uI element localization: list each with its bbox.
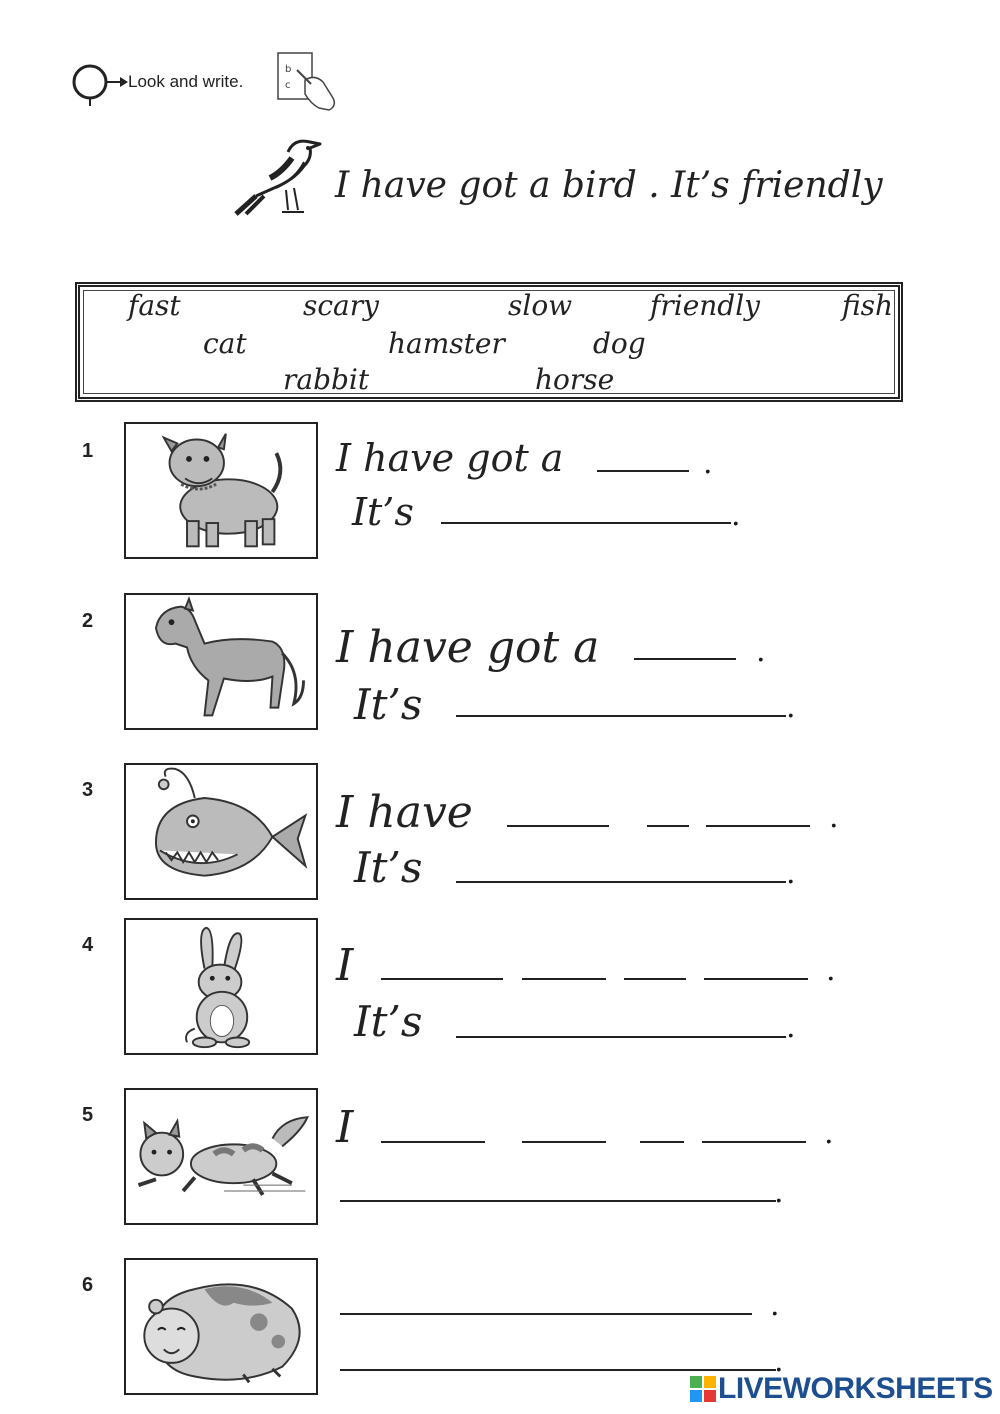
sentence-start: I have (336, 787, 473, 838)
full-stop: . (786, 690, 796, 725)
word-bank (75, 282, 903, 402)
instruction-header (70, 50, 350, 110)
answer-blank[interactable] (441, 522, 731, 524)
answer-blank[interactable] (647, 825, 689, 827)
svg-text:c: c (285, 80, 291, 91)
item-picture (124, 593, 318, 730)
item-number: 3 (82, 779, 94, 801)
answer-blank[interactable] (340, 1313, 752, 1315)
sentence-line-2: It’s (354, 843, 423, 892)
full-stop: . (774, 1175, 784, 1210)
answer-blank[interactable] (640, 1141, 684, 1143)
cat-icon (126, 1090, 316, 1223)
horse-icon (126, 595, 316, 728)
item-picture (124, 763, 318, 900)
full-stop: . (756, 634, 766, 669)
word-bank-word: hamster (388, 327, 505, 360)
answer-blank[interactable] (507, 825, 609, 827)
full-stop: . (826, 953, 836, 988)
full-stop: . (786, 1010, 796, 1045)
svg-text:b: b (285, 64, 292, 75)
bird-icon (230, 128, 330, 220)
word-bank-word: rabbit (283, 363, 370, 396)
dog-icon (126, 424, 316, 557)
answer-blank[interactable] (340, 1200, 776, 1202)
example-sentence: I have got a bird . It’s friendly (335, 165, 883, 206)
sentence-line-1 (336, 787, 473, 838)
answer-blank[interactable] (381, 1141, 485, 1143)
answer-blank[interactable] (634, 658, 736, 660)
full-stop: . (770, 1288, 780, 1323)
item-number: 4 (82, 934, 94, 956)
sentence-line-1 (336, 940, 353, 991)
watermark-text: LIVEWORKSHEETS (718, 1372, 993, 1405)
sentence-line-1 (336, 436, 563, 480)
answer-blank[interactable] (704, 978, 808, 980)
word-bank-word: scary (303, 289, 379, 322)
hand-writing-icon (275, 50, 345, 112)
answer-blank[interactable] (456, 881, 786, 883)
item-number: 2 (82, 610, 94, 632)
full-stop: . (703, 446, 713, 481)
answer-blank[interactable] (706, 825, 810, 827)
sentence-line-2: It’s (354, 680, 423, 729)
full-stop: . (829, 800, 839, 835)
answer-blank[interactable] (522, 978, 606, 980)
full-stop: . (774, 1344, 784, 1379)
fish-icon (126, 765, 316, 898)
item-number: 5 (82, 1104, 94, 1126)
full-stop: . (731, 498, 741, 533)
sentence-start: I (336, 1102, 354, 1153)
item-picture (124, 918, 318, 1055)
word-bank-word: dog (593, 327, 646, 360)
instruction-text: Look and write. (128, 72, 244, 91)
full-stop: . (824, 1116, 834, 1151)
answer-blank[interactable] (624, 978, 686, 980)
answer-blank[interactable] (597, 470, 689, 472)
answer-blank[interactable] (522, 1141, 606, 1143)
answer-blank[interactable] (702, 1141, 806, 1143)
arrow-head-icon (70, 58, 130, 108)
sentence-line-1 (336, 1102, 353, 1153)
item-picture (124, 1258, 318, 1395)
liveworksheets-logo-icon (690, 1376, 716, 1402)
answer-blank[interactable] (381, 978, 503, 980)
item-picture (124, 422, 318, 559)
word-bank-word: slow (508, 289, 573, 322)
full-stop: . (786, 856, 796, 891)
sentence-line-1 (336, 622, 599, 673)
sentence-line-2: It’s (352, 490, 414, 534)
item-picture (124, 1088, 318, 1225)
sentence-start: I (336, 940, 354, 991)
answer-blank[interactable] (456, 715, 786, 717)
word-bank-word: fish (842, 289, 894, 322)
word-bank-word: friendly (650, 289, 761, 322)
answer-blank[interactable] (340, 1369, 776, 1371)
rabbit-icon (126, 920, 316, 1053)
sentence-start: I have got a (336, 622, 600, 673)
sentence-start: I have got a (336, 436, 564, 480)
word-bank-word: horse (535, 363, 615, 396)
word-bank-word: cat (203, 327, 247, 360)
item-number: 6 (82, 1274, 94, 1296)
item-number: 1 (82, 440, 94, 462)
sentence-line-2: It’s (354, 997, 423, 1046)
word-bank-word: fast (128, 289, 181, 322)
hamster-icon (126, 1260, 316, 1393)
answer-blank[interactable] (456, 1036, 786, 1038)
